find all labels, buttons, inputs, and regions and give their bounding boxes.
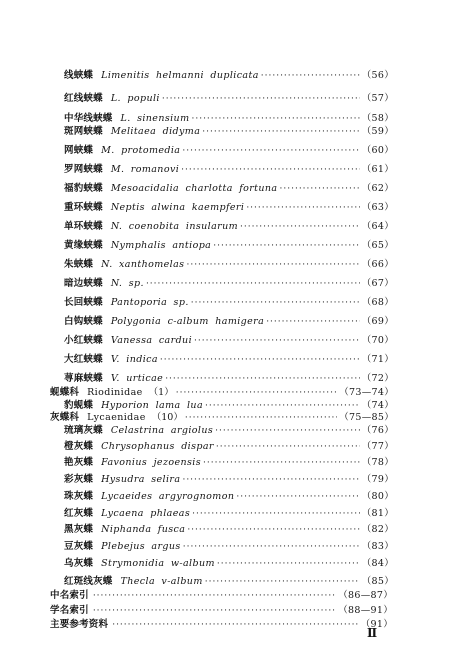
toc-entry (0, 276, 450, 290)
leader-dots (182, 145, 359, 157)
entry-page-number: （57） (361, 93, 394, 104)
toc-entry (0, 556, 450, 570)
leader-dots (187, 524, 359, 536)
entry-page-number: （75—85） (339, 412, 394, 423)
entry-page-number: （82） (361, 524, 394, 535)
entry-page-number: （62） (361, 183, 394, 194)
entry-scientific-name: Strymonidia w-album (101, 558, 215, 569)
entry-page-number: （73—74） (339, 387, 394, 398)
entry-chinese-name: 红灰蝶 (64, 508, 94, 519)
entry-chinese-name: 珠灰蝶 (64, 491, 94, 502)
toc-index-entry (0, 603, 450, 617)
leader-dots (246, 202, 359, 214)
toc-entry (0, 539, 450, 553)
leader-dots (93, 605, 336, 617)
leader-dots (165, 373, 360, 385)
entry-scientific-name: N. coenobita insularum (110, 221, 238, 232)
entry-scientific-name: Niphanda fusca (101, 524, 186, 535)
toc-entry (0, 238, 450, 252)
entry-chinese-name: 荨麻蛱蝶 (64, 373, 103, 384)
toc-entry (0, 522, 450, 536)
toc-family-entry (0, 385, 450, 399)
index-title: 中名索引 (50, 590, 89, 601)
entry-scientific-name: Neptis alwina kaempferi (110, 202, 245, 213)
family-species-count: （1） (148, 387, 174, 398)
entry-chinese-name: 中华线蛱蝶 (64, 113, 113, 124)
entry-page-number: （81） (361, 508, 394, 519)
entry-page-number: （64） (361, 221, 394, 232)
leader-dots (240, 221, 360, 233)
entry-page-number: （84） (361, 558, 394, 569)
entry-chinese-name: 罗网蛱蝶 (64, 164, 103, 175)
entry-page-number: （91） (360, 619, 393, 630)
leader-dots (216, 441, 360, 453)
toc-index-entry (0, 617, 450, 631)
toc-entry (0, 124, 450, 138)
entry-chinese-name: 白钩蛱蝶 (64, 316, 103, 327)
entry-chinese-name: 豹蚬蝶 (64, 400, 94, 411)
entry-page-number: （66） (361, 259, 394, 270)
family-scientific-name: Lycaenidae (87, 412, 146, 423)
page-number-marker: Ⅱ (367, 626, 378, 640)
toc-entry (0, 472, 450, 486)
family-species-count: （10） (151, 412, 183, 423)
toc-entry (0, 333, 450, 347)
entry-chinese-name: 斑网蛱蝶 (64, 126, 103, 137)
entry-page-number: （70） (361, 335, 394, 346)
entry-scientific-name: Thecla v-album (120, 576, 203, 587)
entry-chinese-name: 福豹蛱蝶 (64, 183, 103, 194)
leader-dots (236, 491, 359, 503)
entry-chinese-name: 红线蛱蝶 (64, 93, 103, 104)
toc-entry (0, 489, 450, 503)
toc-entry (0, 162, 450, 176)
entry-page-number: （63） (361, 202, 394, 213)
leader-dots (146, 278, 360, 290)
index-title: 主要参考资料 (50, 619, 109, 630)
entry-scientific-name: Mesoacidalia charlotta fortuna (110, 183, 278, 194)
entry-scientific-name: Hysudra selira (101, 474, 181, 485)
entry-scientific-name: V. urticae (110, 373, 164, 384)
entry-chinese-name: 网蛱蝶 (64, 145, 94, 156)
entry-scientific-name: Nymphalis antiopa (110, 240, 212, 251)
entry-page-number: （59） (361, 126, 394, 137)
entry-scientific-name: L. populi (110, 93, 160, 104)
entry-chinese-name: 红斑线灰蝶 (64, 576, 113, 587)
leader-dots (183, 541, 360, 553)
entry-scientific-name: Vanessa cardui (110, 335, 193, 346)
entry-scientific-name: Limenitis helmanni duplicata (101, 70, 259, 81)
toc-entry (0, 219, 450, 233)
leader-dots (266, 316, 360, 328)
family-chinese-name: 蚬蝶科 (50, 387, 80, 398)
leader-dots (202, 126, 359, 138)
entry-scientific-name: Favonius jezoensis (101, 457, 201, 468)
entry-scientific-name: N. sp. (110, 278, 144, 289)
index-title: 学名索引 (50, 605, 89, 616)
entry-chinese-name: 橙灰蝶 (64, 441, 94, 452)
entry-scientific-name: Lycaeides argyrognomon (101, 491, 235, 502)
entry-page-number: （61） (361, 164, 394, 175)
toc-entry (0, 371, 450, 385)
entry-chinese-name: 黄缘蛱蝶 (64, 240, 103, 251)
entry-scientific-name: M. protomedia (101, 145, 181, 156)
leader-dots (160, 354, 360, 366)
entry-scientific-name: Lycaena phlaeas (101, 508, 191, 519)
leader-dots (186, 259, 359, 271)
toc-entry (0, 423, 450, 437)
leader-dots (215, 425, 360, 437)
entry-page-number: （67） (361, 278, 394, 289)
entry-page-number: （65） (361, 240, 394, 251)
toc-entry (0, 439, 450, 453)
entry-chinese-name: 小红蛱蝶 (64, 335, 103, 346)
entry-chinese-name: 线蛱蝶 (64, 70, 94, 81)
entry-chinese-name: 单环蛱蝶 (64, 221, 103, 232)
entry-page-number: （56） (361, 70, 394, 81)
leader-dots (93, 590, 336, 602)
entry-scientific-name: Chrysophanus dispar (101, 441, 214, 452)
toc-entry (0, 111, 450, 125)
entry-chinese-name: 艳灰蝶 (64, 457, 94, 468)
entry-chinese-name: 豆灰蝶 (64, 541, 94, 552)
leader-dots (112, 619, 359, 631)
leader-dots (162, 93, 360, 105)
family-chinese-name: 灰蝶科 (50, 412, 80, 423)
leader-dots (280, 183, 360, 195)
toc-entry (0, 455, 450, 469)
leader-dots (203, 457, 360, 469)
entry-page-number: （71） (361, 354, 394, 365)
entry-page-number: （85） (361, 576, 394, 587)
entry-page-number: （72） (361, 373, 394, 384)
entry-chinese-name: 暗边蛱蝶 (64, 278, 103, 289)
toc-entry (0, 257, 450, 271)
entry-page-number: （83） (361, 541, 394, 552)
entry-page-number: （78） (361, 457, 394, 468)
entry-page-number: （79） (361, 474, 394, 485)
entry-chinese-name: 朱蛱蝶 (64, 259, 94, 270)
entry-scientific-name: Celastrina argiolus (110, 425, 214, 436)
entry-page-number: （58） (361, 113, 394, 124)
entry-page-number: （68） (361, 297, 394, 308)
entry-chinese-name: 大红蛱蝶 (64, 354, 103, 365)
entry-chinese-name: 彩灰蝶 (64, 474, 94, 485)
entry-page-number: （69） (361, 316, 394, 327)
leader-dots (217, 558, 360, 570)
toc-index-entry (0, 588, 450, 602)
entry-chinese-name: 乌灰蝶 (64, 558, 94, 569)
entry-scientific-name: M. romanovi (110, 164, 180, 175)
entry-scientific-name: V. indica (110, 354, 158, 365)
entry-scientific-name: N. xanthomelas (101, 259, 185, 270)
toc-entry (0, 181, 450, 195)
entry-chinese-name: 长回蛱蝶 (64, 297, 103, 308)
entry-scientific-name: L. sinensium (120, 113, 190, 124)
family-scientific-name: Riodinidae (87, 387, 143, 398)
entry-page-number: （86—87） (338, 590, 393, 601)
entry-scientific-name: Plebejus argus (101, 541, 181, 552)
toc-entry (0, 352, 450, 366)
entry-page-number: （88—91） (338, 605, 393, 616)
toc-entry (0, 200, 450, 214)
entry-scientific-name: Hyporion lama lua (101, 400, 204, 411)
entry-chinese-name: 琉璃灰蝶 (64, 425, 103, 436)
leader-dots (192, 508, 360, 520)
toc-entry (0, 91, 450, 105)
leader-dots (205, 576, 360, 588)
entry-page-number: （60） (361, 145, 394, 156)
entry-page-number: （76） (361, 425, 394, 436)
toc-entry (0, 68, 450, 82)
entry-scientific-name: Melitaea didyma (110, 126, 201, 137)
entry-scientific-name: Polygonia c-album hamigera (110, 316, 265, 327)
leader-dots (194, 335, 360, 347)
leader-dots (261, 70, 360, 82)
leader-dots (213, 240, 359, 252)
entry-chinese-name: 重环蛱蝶 (64, 202, 103, 213)
entry-page-number: （74） (361, 400, 394, 411)
entry-page-number: （80） (361, 491, 394, 502)
toc-entry (0, 143, 450, 157)
entry-page-number: （77） (361, 441, 394, 452)
toc-entry (0, 295, 450, 309)
leader-dots (191, 297, 360, 309)
entry-scientific-name: Pantoporia sp. (110, 297, 189, 308)
toc-entry (0, 314, 450, 328)
entry-chinese-name: 黑灰蝶 (64, 524, 94, 535)
leader-dots (181, 164, 360, 176)
toc-entry (0, 574, 450, 588)
toc-entry (0, 506, 450, 520)
toc-family-entry (0, 410, 450, 424)
leader-dots (182, 474, 359, 486)
